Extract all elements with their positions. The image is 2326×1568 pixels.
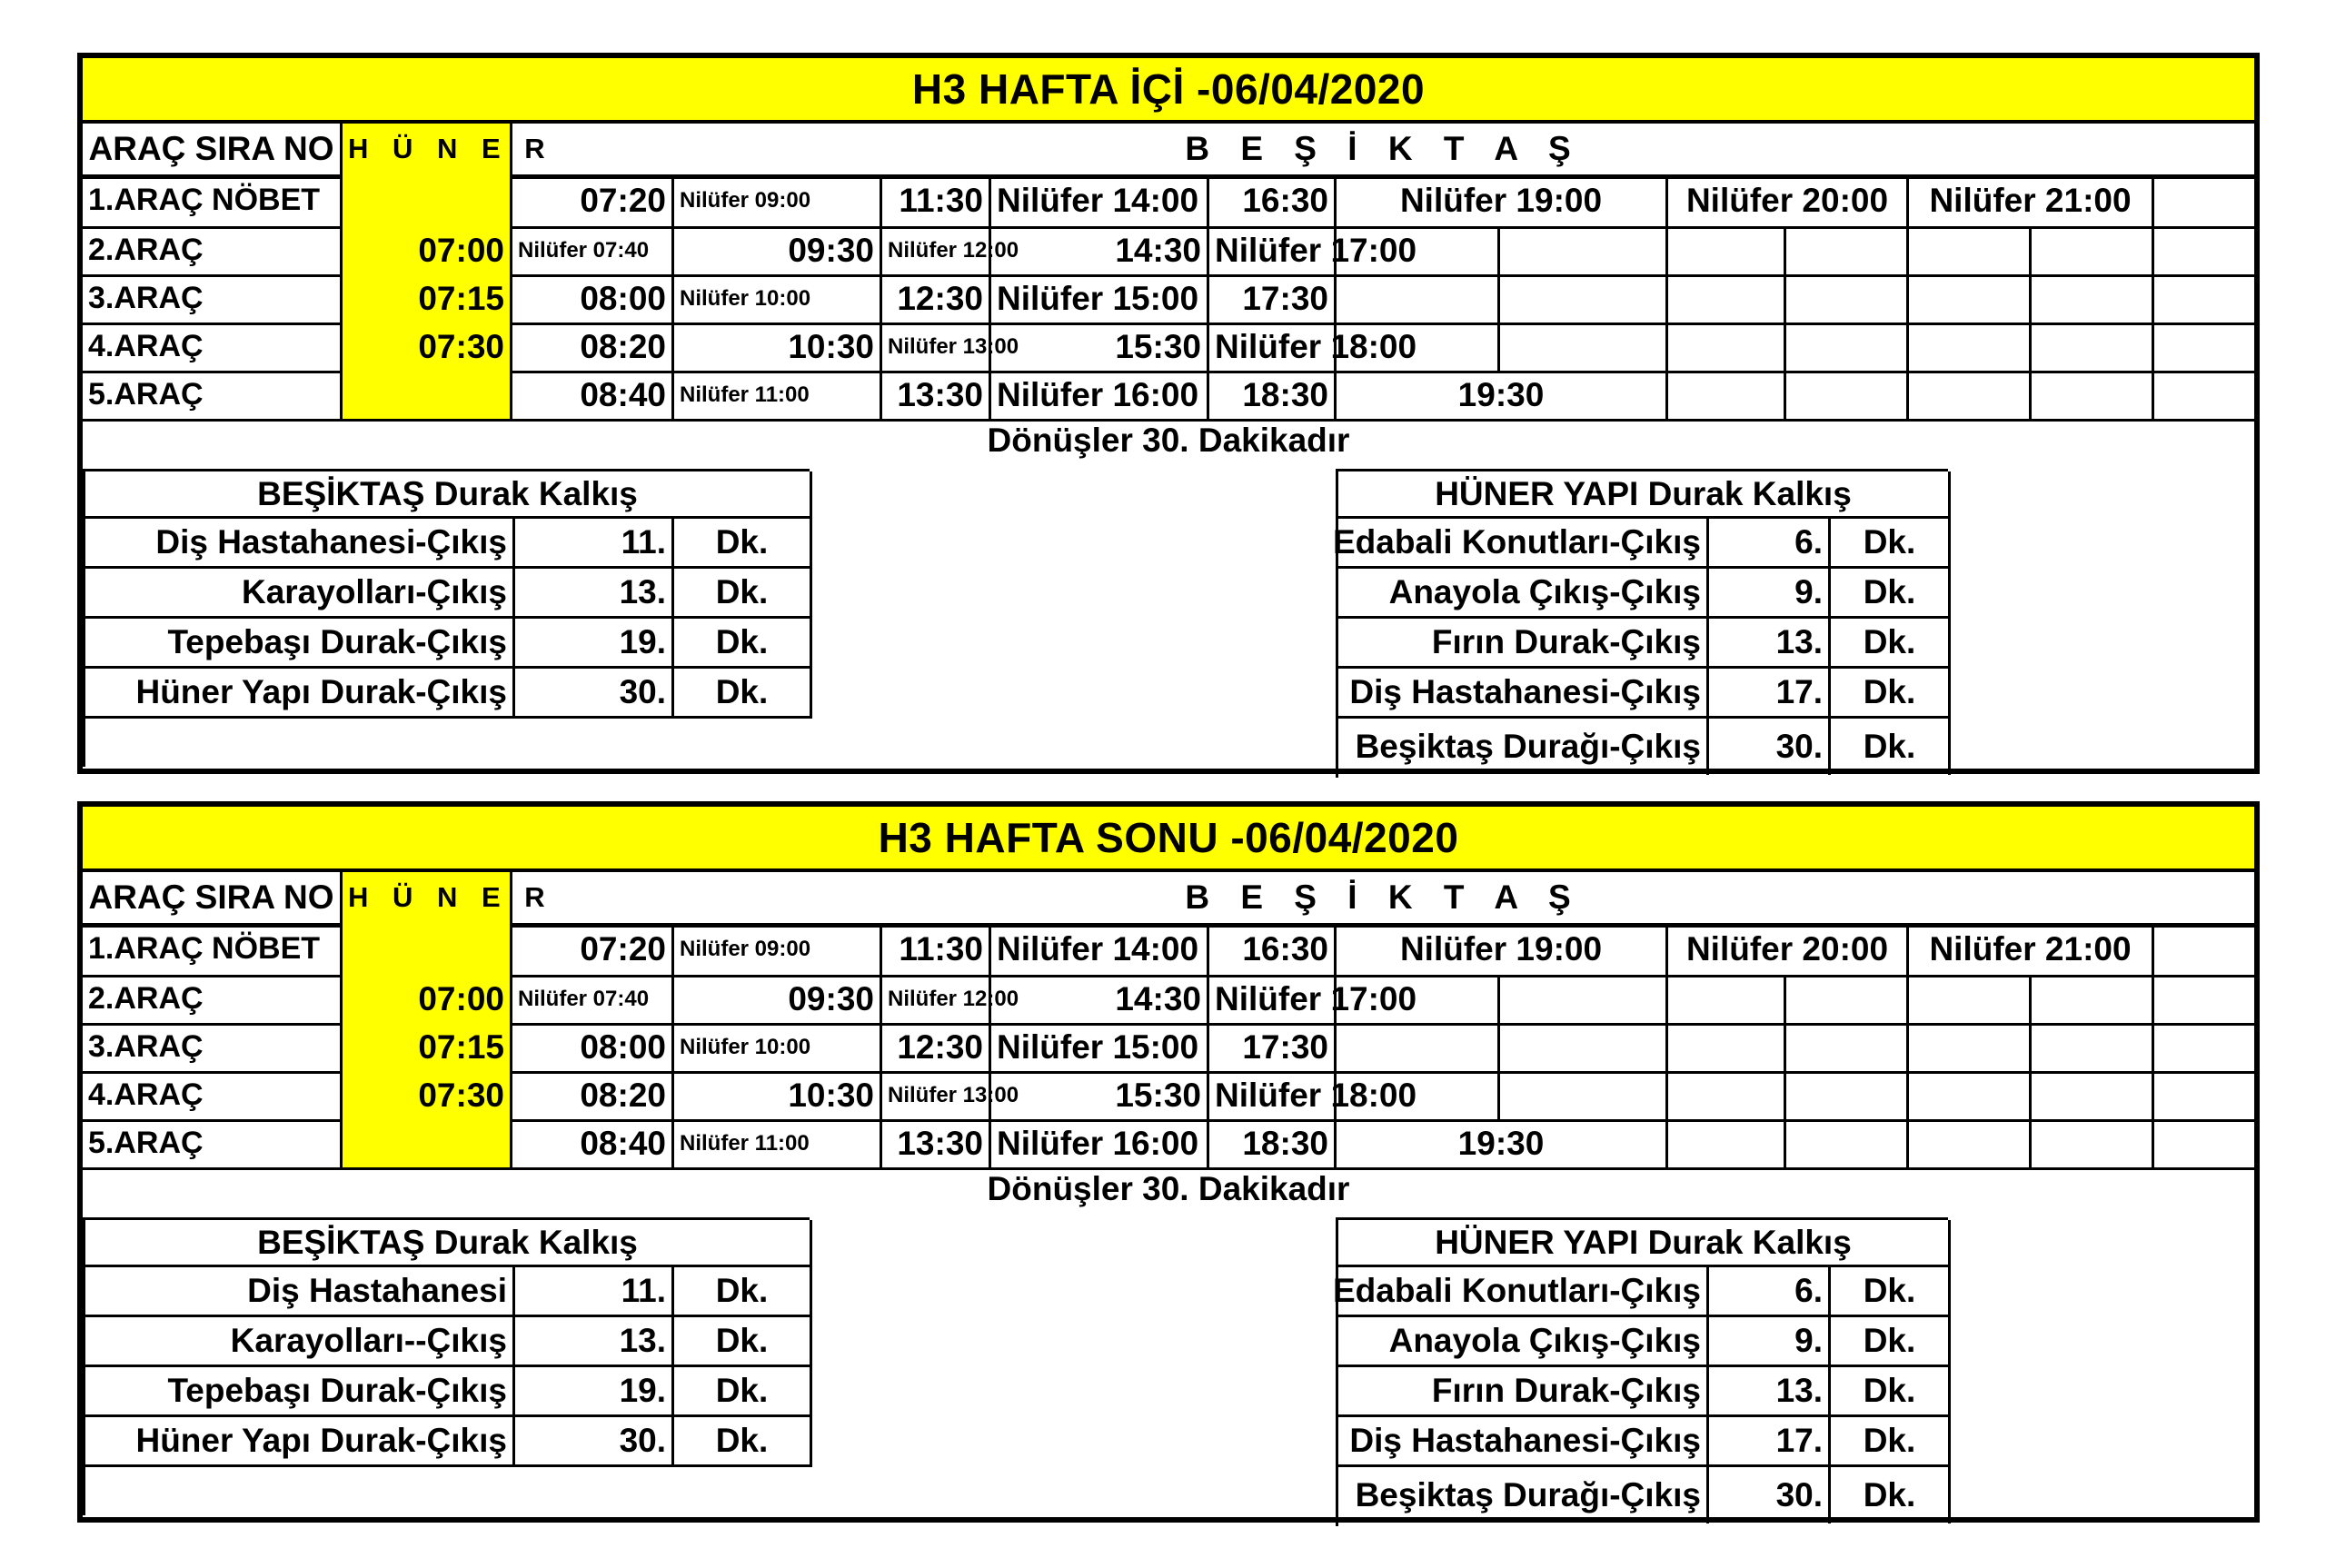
stop-minute: 17. <box>1709 1417 1831 1464</box>
huner-departures <box>1332 1217 1948 1526</box>
table-row <box>83 274 2254 323</box>
stop-name: Tepebaşı Durak-Çıkış <box>85 1367 515 1414</box>
stop-row <box>85 569 812 619</box>
departure-time: Nilüfer 11:00 <box>674 371 882 419</box>
stop-minute: 30. <box>515 669 674 716</box>
stop-unit: Dk. <box>1831 519 1951 566</box>
stop-unit: Dk. <box>674 1417 812 1464</box>
departure-time: Nilüfer 16:00 <box>991 371 1209 419</box>
vehicle-label: 1.ARAÇ NÖBET <box>83 923 343 975</box>
table-row <box>83 174 2254 226</box>
departure-time: 13:30 <box>882 371 991 419</box>
departure-time: 18:30 <box>1209 1119 1337 1167</box>
stop-row <box>85 1317 812 1367</box>
departure-time: Nilüfer 16:00 <box>991 1119 1209 1167</box>
empty-cell <box>1786 975 1909 1023</box>
subtable-title: BEŞİKTAŞ Durak Kalkış <box>85 1220 812 1265</box>
departure-time: 19:30 <box>1337 371 1668 419</box>
empty-cell <box>1909 1071 2032 1119</box>
stop-unit: Dk. <box>674 619 812 666</box>
departure-time: Nilüfer 19:00 <box>1337 174 1668 226</box>
empty-cell <box>1909 274 2032 323</box>
schedule-weekday <box>77 53 2260 774</box>
stop-name: Fırın Durak-Çıkış <box>1338 619 1709 666</box>
stop-name: Anayola Çıkış-Çıkış <box>1338 569 1709 616</box>
huner-time: 07:00 <box>343 975 512 1023</box>
departure-time: Nilüfer 15:00 <box>991 1023 1209 1071</box>
departure-time: Nilüfer 18:00 <box>1209 1071 1337 1119</box>
departure-time: Nilüfer 10:00 <box>674 1023 882 1071</box>
empty-cell <box>2032 1023 2154 1071</box>
stop-unit: Dk. <box>1831 619 1951 666</box>
empty-cell <box>1337 274 1500 323</box>
header-huner: H Ü N E R <box>343 872 512 923</box>
schedule-title: H3 HAFTA İÇİ -06/04/2020 <box>83 58 2254 124</box>
stop-minute: 30. <box>1709 1467 1831 1523</box>
departure-time: 19:30 <box>1337 1119 1668 1167</box>
empty-cell <box>1668 1071 1786 1119</box>
departure-time: 08:40 <box>512 371 674 419</box>
huner-time: 07:15 <box>343 274 512 323</box>
stop-row <box>85 1367 812 1417</box>
empty-cell <box>1500 1023 1668 1071</box>
empty-cell <box>2154 975 2254 1023</box>
table-row <box>83 1023 2254 1071</box>
stop-minute: 19. <box>515 1367 674 1414</box>
stop-minute: 9. <box>1709 1317 1831 1365</box>
stop-unit: Dk. <box>1831 1317 1951 1365</box>
stop-minute: 13. <box>515 569 674 616</box>
stop-row <box>85 1417 812 1467</box>
stop-row <box>1338 569 1951 619</box>
empty-cell <box>1786 226 1909 274</box>
empty-cell <box>1668 975 1786 1023</box>
empty-cell <box>1786 1119 1909 1167</box>
table-row <box>83 923 2254 975</box>
departure-time: 08:00 <box>512 1023 674 1071</box>
departure-time: Nilüfer 12:00 <box>882 226 991 274</box>
empty-cell <box>1909 323 2032 371</box>
stop-row <box>1338 1417 1951 1467</box>
departure-time: 18:30 <box>1209 371 1337 419</box>
departure-time: Nilüfer 07:40 <box>512 226 674 274</box>
huner-time <box>343 174 512 226</box>
stop-minute: 13. <box>1709 1367 1831 1414</box>
stop-unit: Dk. <box>674 669 812 716</box>
empty-cell <box>1909 371 2032 419</box>
departure-time: 15:30 <box>991 323 1209 371</box>
stop-minute: 17. <box>1709 669 1831 716</box>
stop-unit: Dk. <box>1831 1467 1951 1523</box>
departure-time: 14:30 <box>991 975 1209 1023</box>
stop-minute: 19. <box>515 619 674 666</box>
huner-time <box>343 923 512 975</box>
stop-name: Beşiktaş Durağı-Çıkış <box>1338 1467 1709 1523</box>
empty-cell <box>1909 1119 2032 1167</box>
besiktas-departures <box>83 1217 810 1515</box>
empty-cell <box>2032 975 2154 1023</box>
empty-cell <box>2032 1071 2154 1119</box>
huner-time: 07:30 <box>343 323 512 371</box>
empty-cell <box>1909 226 2032 274</box>
departure-time: 10:30 <box>674 323 882 371</box>
stop-name: Anayola Çıkış-Çıkış <box>1338 1317 1709 1365</box>
huner-time: 07:30 <box>343 1071 512 1119</box>
departure-time: 15:30 <box>991 1071 1209 1119</box>
empty-cell <box>1500 274 1668 323</box>
stop-minute: 30. <box>515 1417 674 1464</box>
stop-minute: 11. <box>515 519 674 566</box>
stop-row <box>1338 619 1951 669</box>
departure-time: 07:20 <box>512 174 674 226</box>
header-besiktas: B E Ş İ K T A Ş <box>1185 130 1582 167</box>
departure-time: 16:30 <box>1209 174 1337 226</box>
departure-time: Nilüfer 14:00 <box>991 174 1209 226</box>
departure-time: Nilüfer 21:00 <box>1909 174 2154 226</box>
departure-time: 09:30 <box>674 226 882 274</box>
stop-minute: 13. <box>515 1317 674 1365</box>
stop-row <box>1338 669 1951 719</box>
table-row <box>83 371 2254 419</box>
departure-time: 07:20 <box>512 923 674 975</box>
departure-time: Nilüfer 09:00 <box>674 174 882 226</box>
empty-cell <box>1668 371 1786 419</box>
departure-time: 14:30 <box>991 226 1209 274</box>
empty-cell <box>2154 274 2254 323</box>
departure-time: Nilüfer 21:00 <box>1909 923 2154 975</box>
departure-time: Nilüfer 12:00 <box>882 975 991 1023</box>
stop-name: Diş Hastahanesi <box>85 1267 515 1315</box>
table-row <box>83 323 2254 371</box>
stop-unit: Dk. <box>1831 569 1951 616</box>
empty-cell <box>1337 226 1500 274</box>
empty-cell <box>2154 371 2254 419</box>
subtable-title: BEŞİKTAŞ Durak Kalkış <box>85 471 812 516</box>
departure-time: Nilüfer 11:00 <box>674 1119 882 1167</box>
departure-time: Nilüfer 18:00 <box>1209 323 1337 371</box>
stop-unit: Dk. <box>674 519 812 566</box>
stop-row <box>85 1267 812 1317</box>
stop-row <box>1332 1267 1951 1317</box>
stop-unit: Dk. <box>1831 1267 1951 1315</box>
departure-time: Nilüfer 20:00 <box>1668 923 1909 975</box>
stop-row <box>85 519 812 569</box>
empty-cell <box>1500 226 1668 274</box>
stop-minute: 6. <box>1709 519 1831 566</box>
departure-time: Nilüfer 20:00 <box>1668 174 1909 226</box>
stop-unit: Dk. <box>1831 719 1951 775</box>
stop-minute: 30. <box>1709 719 1831 775</box>
vehicle-label: 4.ARAÇ <box>83 1071 343 1119</box>
departure-time: Nilüfer 17:00 <box>1209 226 1337 274</box>
stop-row <box>85 619 812 669</box>
schedule-weekend <box>77 801 2260 1523</box>
departure-time: 10:30 <box>674 1071 882 1119</box>
subtable-title-row <box>1338 1220 1951 1267</box>
empty-cell <box>1668 1119 1786 1167</box>
besiktas-departures <box>83 469 810 767</box>
departure-time: 08:20 <box>512 1071 674 1119</box>
vehicle-label: 3.ARAÇ <box>83 274 343 323</box>
stop-name: Hüner Yapı Durak-Çıkış <box>85 1417 515 1464</box>
stop-row <box>85 669 812 719</box>
stop-minute: 6. <box>1709 1267 1831 1315</box>
table-row <box>83 975 2254 1023</box>
stop-unit: Dk. <box>1831 669 1951 716</box>
empty-cell <box>1668 323 1786 371</box>
stop-unit: Dk. <box>674 569 812 616</box>
empty-cell <box>1500 323 1668 371</box>
stop-name: Edabali Konutları-Çıkış <box>1338 519 1709 566</box>
subtable-title: HÜNER YAPI Durak Kalkış <box>1338 1220 1951 1265</box>
huner-time <box>343 371 512 419</box>
schedule-title: H3 HAFTA SONU -06/04/2020 <box>83 807 2254 872</box>
vehicle-label: 3.ARAÇ <box>83 1023 343 1071</box>
stop-unit: Dk. <box>674 1317 812 1365</box>
departure-time: Nilüfer 13:00 <box>882 323 991 371</box>
stop-minute: 13. <box>1709 619 1831 666</box>
empty-cell <box>2154 226 2254 274</box>
departure-time: 08:20 <box>512 323 674 371</box>
empty-cell <box>2032 323 2154 371</box>
stop-row <box>1338 1467 1951 1523</box>
header-arac: ARAÇ SIRA NO <box>83 872 343 923</box>
empty-cell <box>2032 274 2154 323</box>
subtable-title-row <box>85 471 812 519</box>
departure-time: 16:30 <box>1209 923 1337 975</box>
stop-row <box>1338 719 1951 775</box>
table-row <box>83 1119 2254 1167</box>
empty-cell <box>1500 1071 1668 1119</box>
vehicle-label: 4.ARAÇ <box>83 323 343 371</box>
empty-cell <box>2032 226 2154 274</box>
huner-departures <box>1332 469 1948 778</box>
empty-cell <box>2154 1023 2254 1071</box>
empty-cell <box>2154 1119 2254 1167</box>
departure-time: Nilüfer 13:00 <box>882 1071 991 1119</box>
departure-time: Nilüfer 09:00 <box>674 923 882 975</box>
departure-time: Nilüfer 14:00 <box>991 923 1209 975</box>
empty-cell <box>1337 1023 1500 1071</box>
stop-row <box>1332 519 1951 569</box>
empty-cell <box>2154 174 2254 226</box>
stop-name: Diş Hastahanesi-Çıkış <box>1338 1417 1709 1464</box>
departure-time: 12:30 <box>882 274 991 323</box>
empty-cell <box>2154 923 2254 975</box>
stop-row <box>1338 1367 1951 1417</box>
stop-unit: Dk. <box>674 1267 812 1315</box>
departure-time: Nilüfer 07:40 <box>512 975 674 1023</box>
empty-cell <box>2154 323 2254 371</box>
table-row <box>83 1071 2254 1119</box>
huner-time <box>343 1119 512 1167</box>
stop-unit: Dk. <box>1831 1367 1951 1414</box>
subtable-title: HÜNER YAPI Durak Kalkış <box>1338 471 1951 516</box>
departure-time: 17:30 <box>1209 274 1337 323</box>
empty-cell <box>1668 274 1786 323</box>
header-arac: ARAÇ SIRA NO <box>83 124 343 174</box>
empty-cell <box>1786 1023 1909 1071</box>
empty-cell <box>1786 1071 1909 1119</box>
subtable-title-row <box>1338 471 1951 519</box>
stop-name: Tepebaşı Durak-Çıkış <box>85 619 515 666</box>
departure-time: 11:30 <box>882 923 991 975</box>
huner-time: 07:00 <box>343 226 512 274</box>
stop-name: Fırın Durak-Çıkış <box>1338 1367 1709 1414</box>
departure-time: Nilüfer 10:00 <box>674 274 882 323</box>
departure-time: 11:30 <box>882 174 991 226</box>
departure-time: 13:30 <box>882 1119 991 1167</box>
stop-name: Karayolları-Çıkış <box>85 569 515 616</box>
stop-name: Hüner Yapı Durak-Çıkış <box>85 669 515 716</box>
departure-time: 09:30 <box>674 975 882 1023</box>
empty-cell <box>1337 323 1500 371</box>
stop-name: Diş Hastahanesi-Çıkış <box>85 519 515 566</box>
empty-cell <box>1668 226 1786 274</box>
empty-cell <box>1909 1023 2032 1071</box>
header-huner: H Ü N E R <box>343 124 512 174</box>
vehicle-label: 5.ARAÇ <box>83 371 343 419</box>
stop-unit: Dk. <box>674 1367 812 1414</box>
stop-unit: Dk. <box>1831 1417 1951 1464</box>
empty-cell <box>1786 323 1909 371</box>
departure-time: 17:30 <box>1209 1023 1337 1071</box>
departure-time: Nilüfer 15:00 <box>991 274 1209 323</box>
stop-row <box>1338 1317 1951 1367</box>
stop-name: Diş Hastahanesi-Çıkış <box>1338 669 1709 716</box>
empty-cell <box>2032 371 2154 419</box>
vehicle-label: 5.ARAÇ <box>83 1119 343 1167</box>
empty-cell <box>1668 1023 1786 1071</box>
empty-cell <box>1500 975 1668 1023</box>
empty-cell <box>1337 1071 1500 1119</box>
table-row <box>83 226 2254 274</box>
empty-cell <box>1909 975 2032 1023</box>
empty-cell <box>1786 371 1909 419</box>
stop-minute: 9. <box>1709 569 1831 616</box>
stop-name: Edabali Konutları-Çıkış <box>1338 1267 1709 1315</box>
header-row <box>83 872 2254 923</box>
departure-time: 08:40 <box>512 1119 674 1167</box>
huner-time: 07:15 <box>343 1023 512 1071</box>
departure-time: 08:00 <box>512 274 674 323</box>
departure-time: Nilüfer 17:00 <box>1209 975 1337 1023</box>
stop-name: Karayolları--Çıkış <box>85 1317 515 1365</box>
header-row <box>83 124 2254 174</box>
subtable-title-row <box>85 1220 812 1267</box>
empty-cell <box>1337 975 1500 1023</box>
header-besiktas: B E Ş İ K T A Ş <box>1185 878 1582 916</box>
vehicle-label: 1.ARAÇ NÖBET <box>83 174 343 226</box>
returns-note: Dönüşler 30. Dakikadır <box>987 422 1350 459</box>
stop-minute: 11. <box>515 1267 674 1315</box>
returns-note: Dönüşler 30. Dakikadır <box>987 1170 1350 1207</box>
vehicle-label: 2.ARAÇ <box>83 226 343 274</box>
empty-cell <box>2032 1119 2154 1167</box>
departure-time: Nilüfer 19:00 <box>1337 923 1668 975</box>
stop-name: Beşiktaş Durağı-Çıkış <box>1338 719 1709 775</box>
empty-cell <box>2154 1071 2254 1119</box>
empty-cell <box>1786 274 1909 323</box>
vehicle-label: 2.ARAÇ <box>83 975 343 1023</box>
departure-time: 12:30 <box>882 1023 991 1071</box>
